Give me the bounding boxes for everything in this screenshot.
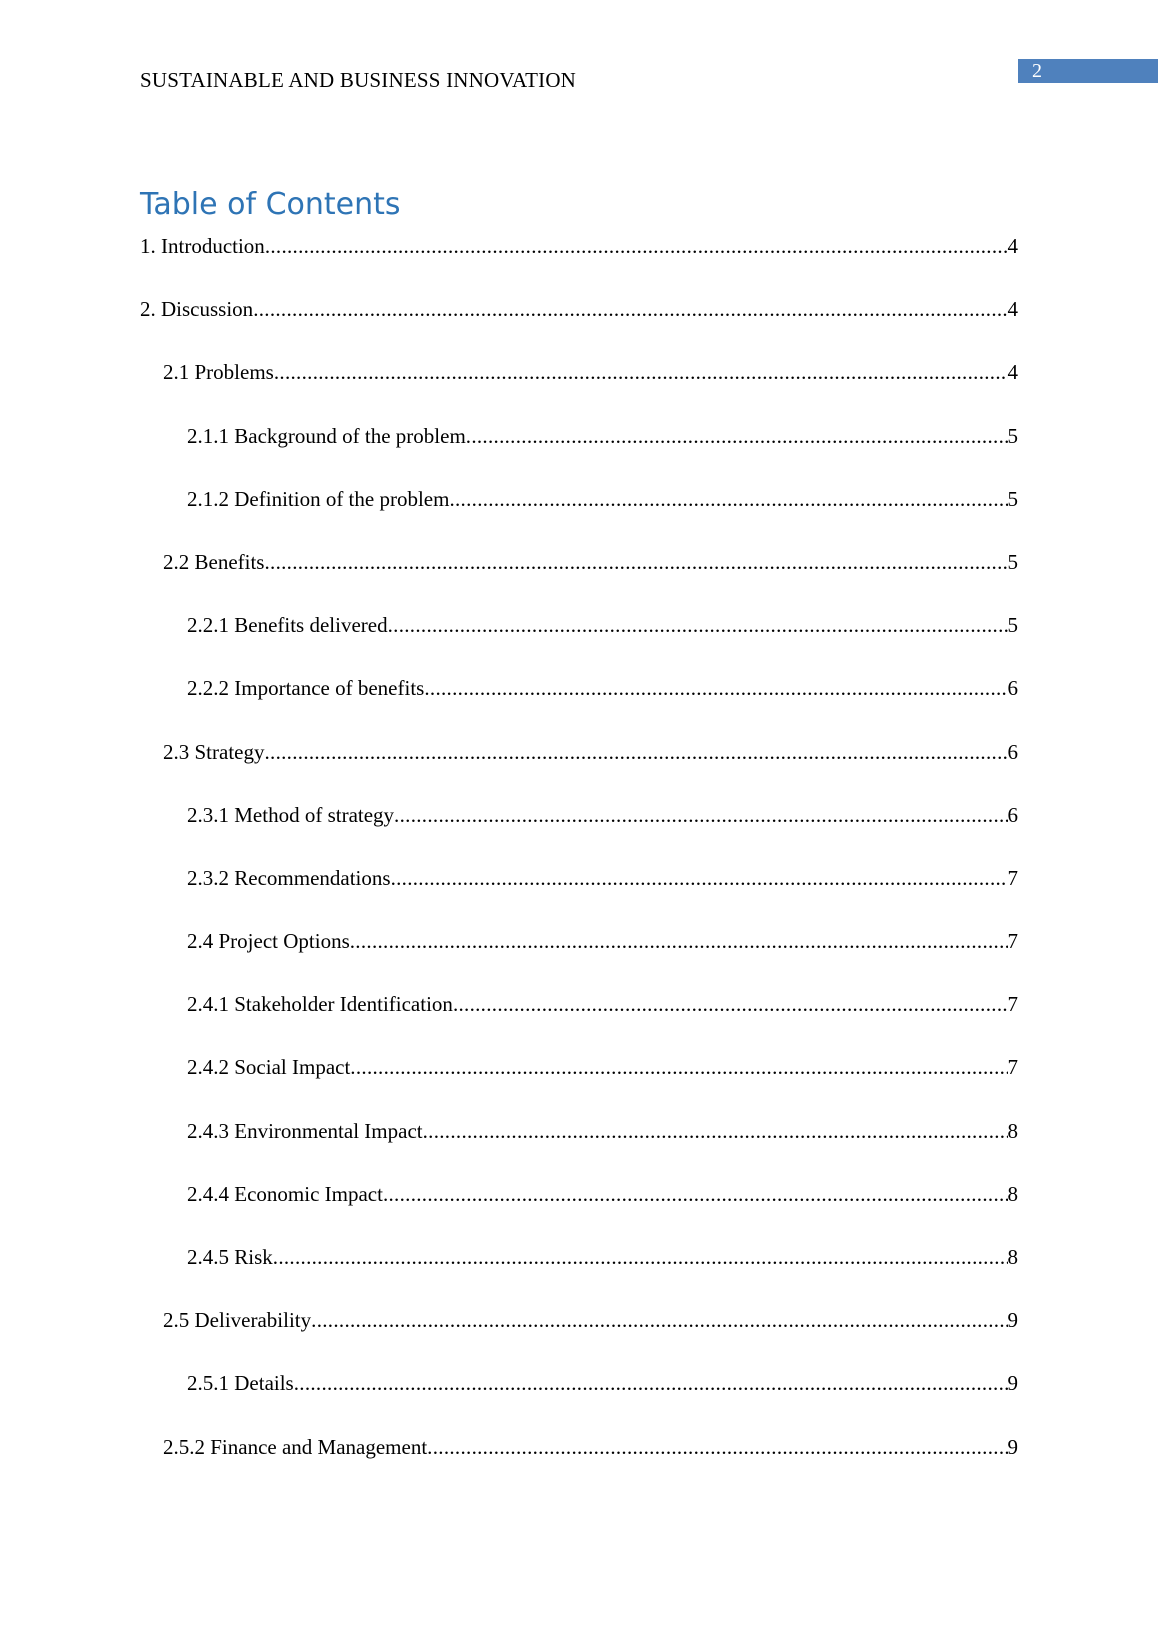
- toc-dot-leader: [274, 358, 1008, 386]
- toc-entry-label: 2.5.1 Details: [187, 1371, 294, 1396]
- toc-entry[interactable]: [140, 1369, 1018, 1432]
- toc-entry-label: 2.5 Deliverability: [163, 1308, 312, 1333]
- toc-entry-page-number: 5: [1007, 423, 1018, 448]
- toc-entry-page-number: 9: [1007, 1308, 1018, 1333]
- toc-entry-page-number: 5: [1007, 486, 1018, 511]
- toc-entry-page-number: 7: [1007, 929, 1018, 954]
- toc-entry-page-number: 7: [1007, 1055, 1018, 1080]
- toc-entry-page-number: 8: [1007, 1245, 1018, 1269]
- toc-dot-leader: [391, 864, 1008, 892]
- toc-entry-page-number: 7: [1007, 992, 1018, 1017]
- toc-dot-leader: [311, 1306, 1007, 1334]
- toc-entry-label: 2. Discussion: [140, 297, 254, 322]
- toc-entry-label: 2.5.2 Finance and Management: [163, 1434, 428, 1459]
- toc-entry-page-number: 8: [1007, 1181, 1018, 1206]
- toc-dot-leader: [253, 295, 1007, 323]
- toc-entry-page-number: 4: [1007, 234, 1018, 258]
- toc-entry-label: 2.4.1 Stakeholder Identification: [187, 992, 453, 1017]
- toc-entry-page-number: 6: [1007, 739, 1018, 764]
- toc-entry[interactable]: [140, 485, 1018, 548]
- toc-entry[interactable]: [140, 1306, 1018, 1369]
- toc-entry-label: 2.1 Problems: [163, 360, 274, 385]
- toc-dot-leader: [264, 738, 1007, 766]
- toc-entry-label: 2.1.1 Background of the problem: [187, 423, 466, 448]
- toc-entry-page-number: 4: [1007, 297, 1018, 322]
- toc-dot-leader: [394, 801, 1007, 829]
- toc-entry-page-number: 7: [1007, 865, 1018, 890]
- toc-entry-label: 2.4.4 Economic Impact: [187, 1181, 383, 1206]
- toc-entry[interactable]: [140, 801, 1018, 864]
- toc-entry-label: 2.3.1 Method of strategy: [187, 802, 395, 827]
- toc-entry[interactable]: [140, 611, 1018, 674]
- page-number-badge: 2: [1018, 59, 1158, 83]
- toc-entry[interactable]: [140, 990, 1018, 1053]
- toc-entry-label: 2.4.2 Social Impact: [187, 1055, 351, 1080]
- toc-entry-label: 2.4.3 Environmental Impact: [187, 1118, 423, 1143]
- toc-entry-page-number: 9: [1007, 1371, 1018, 1396]
- toc-heading: Table of Contents: [140, 187, 401, 222]
- toc-dot-leader: [427, 1433, 1007, 1461]
- toc-entry-label: 2.3.2 Recommendations: [187, 865, 391, 890]
- toc-entry-label: 1. Introduction: [140, 234, 265, 258]
- toc-entry[interactable]: [140, 548, 1018, 611]
- toc-entry-label: 2.4 Project Options: [187, 929, 350, 954]
- toc-dot-leader: [449, 485, 1007, 513]
- toc-dot-leader: [350, 927, 1008, 955]
- toc-entry[interactable]: [140, 1053, 1018, 1116]
- toc-dot-leader: [424, 674, 1007, 702]
- toc-entry-page-number: 8: [1007, 1118, 1018, 1143]
- toc-entry-page-number: 9: [1007, 1434, 1018, 1459]
- toc-dot-leader: [388, 611, 1008, 639]
- table-of-contents: [140, 232, 1018, 1496]
- toc-entry-page-number: 5: [1007, 613, 1018, 638]
- toc-entry-label: 2.2 Benefits: [163, 549, 265, 574]
- toc-dot-leader: [466, 422, 1008, 450]
- toc-dot-leader: [265, 232, 1008, 260]
- toc-dot-leader: [423, 1117, 1008, 1145]
- toc-dot-leader: [273, 1243, 1008, 1271]
- toc-entry[interactable]: [140, 232, 1018, 295]
- toc-entry[interactable]: [140, 358, 1018, 421]
- toc-entry-page-number: 6: [1007, 676, 1018, 701]
- toc-entry[interactable]: [140, 1180, 1018, 1243]
- toc-entry[interactable]: [140, 295, 1018, 358]
- toc-entry[interactable]: [140, 1117, 1018, 1180]
- toc-entry-label: 2.2.1 Benefits delivered: [187, 613, 388, 638]
- toc-entry[interactable]: [140, 864, 1018, 927]
- toc-dot-leader: [453, 990, 1008, 1018]
- toc-entry-label: 2.2.2 Importance of benefits: [187, 676, 425, 701]
- toc-entry[interactable]: [140, 927, 1018, 990]
- toc-entry-label: 2.4.5 Risk: [187, 1245, 273, 1269]
- toc-entry[interactable]: [140, 1433, 1018, 1496]
- toc-dot-leader: [383, 1180, 1008, 1208]
- toc-entry-page-number: 4: [1007, 360, 1018, 385]
- toc-entry-page-number: 6: [1007, 802, 1018, 827]
- toc-entry[interactable]: [140, 1243, 1018, 1306]
- toc-dot-leader: [350, 1053, 1007, 1081]
- toc-dot-leader: [294, 1369, 1008, 1397]
- toc-entry-label: 2.3 Strategy: [163, 739, 265, 764]
- toc-entry-label: 2.1.2 Definition of the problem: [187, 486, 450, 511]
- toc-entry[interactable]: [140, 674, 1018, 737]
- running-header-title: SUSTAINABLE AND BUSINESS INNOVATION: [140, 68, 577, 92]
- toc-entry-page-number: 5: [1007, 549, 1018, 574]
- toc-entry[interactable]: [140, 738, 1018, 801]
- toc-dot-leader: [264, 548, 1007, 576]
- toc-entry[interactable]: [140, 422, 1018, 485]
